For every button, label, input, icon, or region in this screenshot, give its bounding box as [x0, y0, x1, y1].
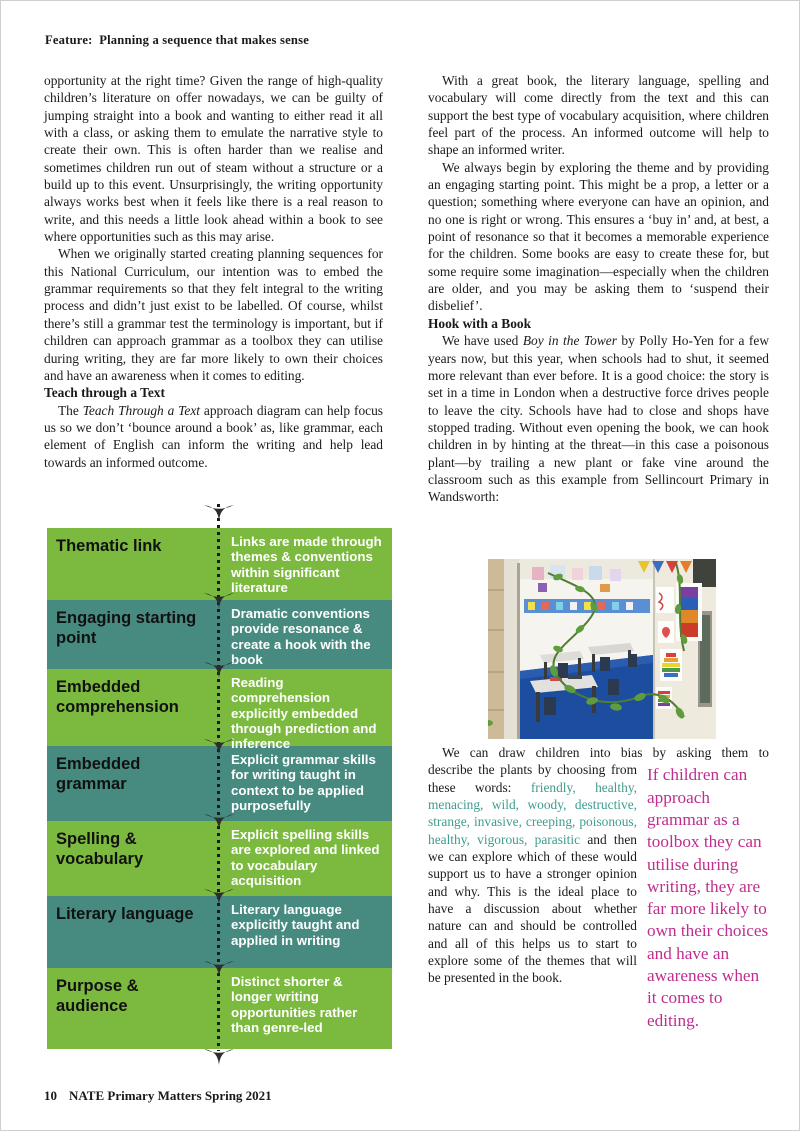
section-heading-hook-with-a-book: Hook with a Book — [428, 315, 532, 331]
diagram-row-label: Engaging starting point — [56, 609, 197, 647]
section-heading-teach-through-a-text: Teach through a Text — [44, 385, 165, 401]
diagram-row-label: Embedded comprehension — [56, 678, 179, 716]
right-column — [428, 72, 769, 1030]
text-run: and then we can explore which of these would support us to have a stronger opinion and why. This is the ideal place to have a discussion about whether nature can and should be controlled and all of this helps us to start to explore some of the themes that will be presented in the book. — [428, 831, 637, 986]
flow-arrow-icon — [204, 889, 234, 905]
text-run: describe the plants by choosing from these words: — [428, 762, 637, 795]
diagram-row-desc: Dramatic conventions provide resonance & create a hook with the book — [231, 606, 371, 667]
page-header: Feature: Planning a sequence that makes sense — [45, 33, 309, 47]
flow-arrow-icon — [204, 961, 234, 977]
flow-arrow-icon — [204, 739, 234, 755]
paragraph — [428, 332, 769, 505]
paragraph: opportunity at the right time? Given the range of high-quality children’s literature on offer nowadays, we can be guilty of jumping straight into a book and wanting to either read it all with a class, or asking them to emulate the narrative style to create their own. This is often harder than we realise and sometimes children run out of steam without a structure or a build up to this event. Unsurprisingly, the writing opportunity always works best when it feels like there is a real reason to write, and this needs a little look ahead within a book to see where opportunities such as this may arise. — [44, 73, 383, 245]
diagram-row-label: Literary language — [56, 905, 194, 923]
paragraph: When we originally started creating planning sequences for this National Curriculum, our intention was to embed the grammar requirements so that they felt integral to the writing process and didn’t just exist to be labelled. Of course, whilst there’s still a grammar test the terminology is important, but if children can approach grammar as a toolbox they can utilise during writing, they are far more likely to own their choices and have an awareness when it comes to editing. — [44, 246, 383, 383]
diagram-row-desc: Explicit grammar skills for writing taught in context to be applied purposefully — [231, 752, 376, 813]
text-run: by Polly Ho-Yen for a few years now, but this year, when schools had to shut, it seemed more relevant than ever before. It is a good choice: the story is set in a time in London when a destructive force drives people to leave the city. Schools have had to close and shops have stopped trading. Without even opening the book, we can hook children in by hinting at the threat—in this case a poisonous plant—by trailing a new plant or fake vine around the classroom such as this example from Sellincourt Primary in Wandsworth: — [428, 333, 769, 505]
book-title-italic: Teach Through a Text — [82, 402, 200, 418]
text-run: approach diagram can help focus us so we don’t ‘bounce around a book’ as, like grammar, each element of English can inform the writing and help lead towards an informed outcome. — [44, 402, 383, 470]
diagram-row-label: Thematic link — [56, 537, 162, 555]
page-footer — [44, 1088, 272, 1104]
diagram-row-desc: Explicit spelling skills are explored and linked to vocabulary acquisition — [231, 827, 380, 888]
flow-arrow-icon — [204, 814, 234, 830]
text-run: The — [58, 402, 83, 418]
left-column — [44, 72, 383, 471]
diagram-row-label: Spelling & vocabulary — [56, 830, 144, 868]
text-run: We have used — [442, 333, 523, 349]
paragraph — [44, 402, 383, 471]
diagram-row-desc: Reading comprehension explicitly embedded through prediction and inference — [231, 675, 377, 752]
diagram-row-desc: Literary language explicitly taught and applied in writing — [231, 902, 360, 948]
paragraph-first-line: We can draw children into bias by asking them to — [442, 745, 769, 760]
diagram-row-label: Embedded grammar — [56, 755, 141, 793]
final-paragraph-block — [428, 744, 769, 1038]
diagram-row-label: Purpose & audience — [56, 977, 139, 1015]
diagram-row-desc: Links are made through themes & conventions within significant literature — [231, 534, 382, 595]
highlighted-word-list: friendly, healthy, menacing, wild, woody, destructive, strange, invasive, creeping, poisonous, healthy, vigorous, parasitic — [428, 779, 637, 847]
flow-arrow-icon — [204, 593, 234, 609]
flow-arrow-icon — [204, 662, 234, 678]
flow-arrow-icon — [204, 505, 234, 521]
classroom-photo — [488, 559, 716, 739]
pull-quote: If children can approach grammar as a toolbox they can utilise during writing, they are far more likely to own their choices and have an awareness when it comes to editing. — [647, 765, 769, 1030]
page-number: 10 — [44, 1088, 57, 1103]
flow-arrow-icon — [204, 1049, 234, 1065]
paragraph: We always begin by exploring the theme and by providing an engaging starting point. This might be a prop, a letter or a question; something where everyone can have an opinion, and no one is right or wrong. This ensures a ‘buy in’ and, at best, a point of resonance so that it becomes a memorable experience for the children. Some books are easy to create these for, but some require some imagination—especially when the children are older, and you may be asking them to ‘suspend their disbelief’. — [428, 159, 769, 314]
paragraph: With a great book, the literary language, spelling and vocabulary will come directly from the text and this can support the best type of vocabulary acquisition, where children feel part of the process. An informed outcome will help to shape an informed writer. — [428, 73, 769, 158]
ttt-diagram — [47, 528, 392, 1049]
paragraph-with-pullquote — [428, 761, 769, 1030]
book-title-italic: Boy in the Tower — [522, 333, 617, 349]
journal-title: NATE Primary Matters Spring 2021 — [69, 1088, 272, 1103]
diagram-row-desc: Distinct shorter & longer writing opportunities rather than genre-led — [231, 974, 358, 1035]
